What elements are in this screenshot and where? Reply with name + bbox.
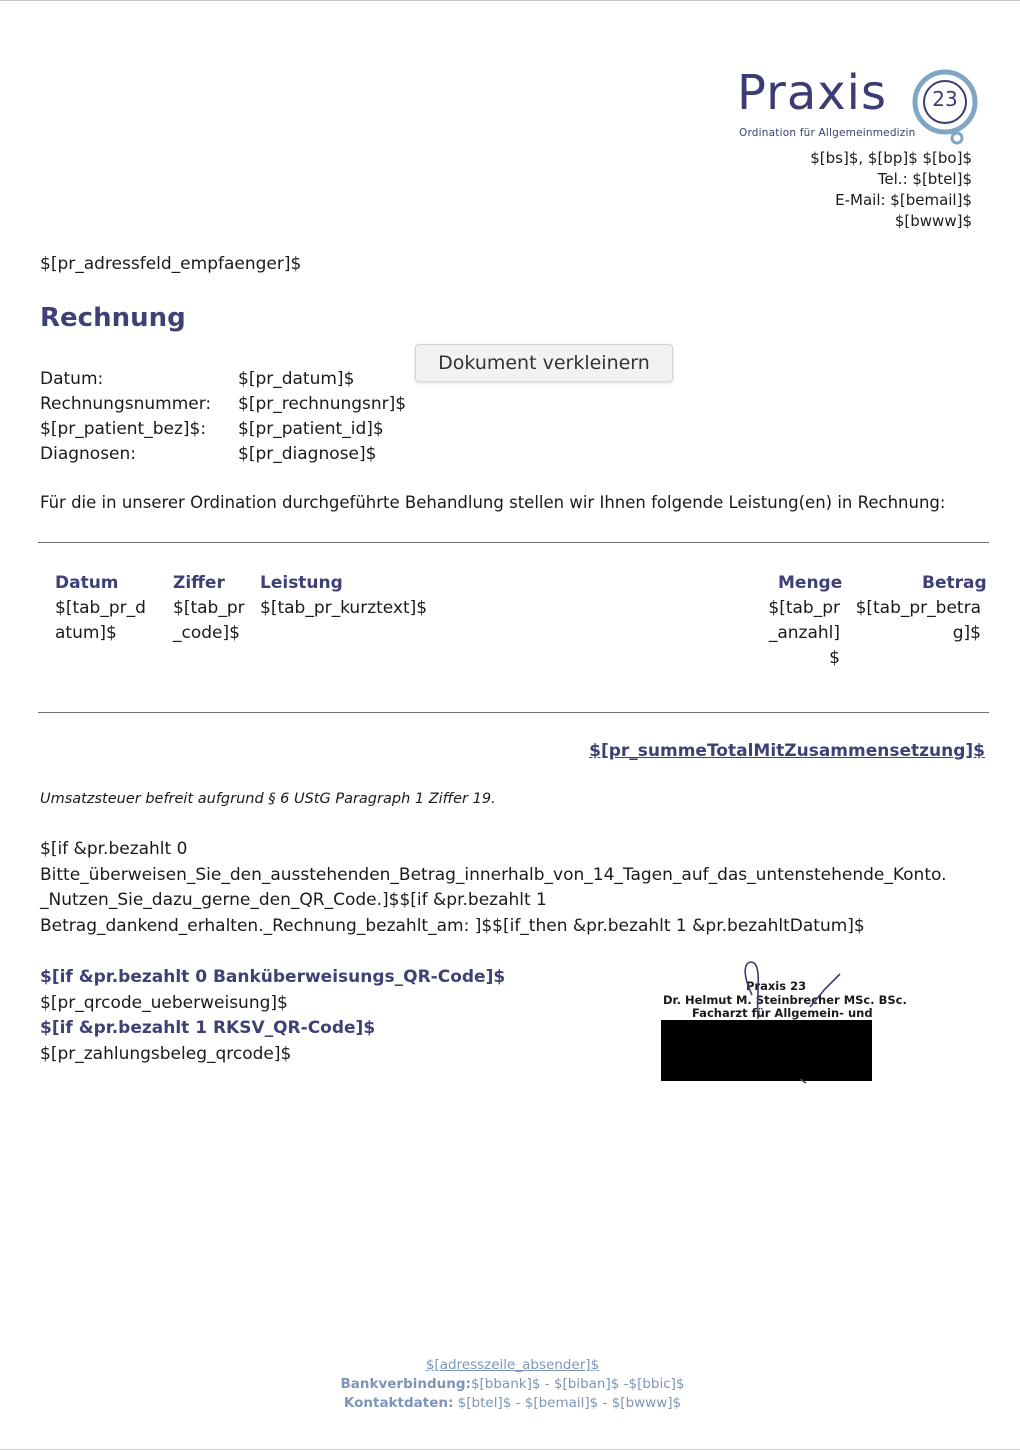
recipient-address: $[pr_adressfeld_empfaenger]$: [40, 254, 302, 274]
cell-leistung: $[tab_pr_kurztext]$: [260, 598, 428, 618]
cell-ziffer: $[tab_pr_code]$: [173, 598, 245, 643]
page-footer: [0, 1356, 1020, 1413]
footer-bank: [0, 1375, 1020, 1394]
table-bottom-divider: [38, 712, 989, 713]
meta-label: $[pr_patient_bez]$:: [40, 419, 207, 439]
column-header-ziffer: Ziffer: [173, 573, 225, 593]
sender-web: $[bwww]$: [894, 212, 972, 230]
stamp-practice-name: Praxis 23: [746, 979, 807, 993]
sender-email: E-Mail: $[bemail]$: [835, 191, 972, 209]
intro-text: Für die in unserer Ordination durchgeführte Behandlung stellen wir Ihnen folgende Leistung(en) in Rechnung:: [40, 493, 946, 512]
sender-address-block: [810, 148, 972, 232]
sender-address: $[bs]$, $[bp]$ $[bo]$: [810, 149, 972, 167]
meta-value: $[pr_datum]$: [238, 369, 355, 389]
cell-menge: $[tab_pr_anzahl]$: [768, 598, 840, 668]
meta-row-date: [40, 367, 406, 392]
transfer-qr-placeholder: $[pr_qrcode_ueberweisung]$: [40, 992, 288, 1013]
meta-label: Datum:: [40, 369, 104, 389]
transfer-qr-heading: $[if &pr.bezahlt 0 Banküberweisungs_QR-Code]$: [40, 967, 506, 987]
meta-row-diagnosis: [40, 442, 406, 467]
meta-label: Diagnosen:: [40, 444, 137, 464]
footer-bank-value: $[bbank]$ - $[biban]$ -$[bbic]$: [470, 1376, 685, 1392]
praxis-logo: [735, 67, 985, 147]
document-title: Rechnung: [40, 303, 186, 333]
rksv-qr-heading: $[if &pr.bezahlt 1 RKSV_QR-Code]$: [40, 1018, 376, 1038]
receipt-qr-placeholder: $[pr_zahlungsbeleg_qrcode]$: [40, 1043, 292, 1064]
total-amount: $[pr_summeTotalMitZusammensetzung]$: [589, 741, 985, 761]
table-top-divider: [38, 542, 989, 543]
condition-line: Bitte_überweisen_Sie_den_ausstehenden_Betrag_innerhalb_von_14_Tagen_auf_das_untenstehende_Konto.: [40, 864, 947, 885]
meta-value: $[pr_diagnose]$: [238, 444, 377, 464]
stamp-specialty: Facharzt für Allgemein- und: [692, 1006, 873, 1020]
condition-line: _Nutzen_Sie_dazu_gerne_den_QR_Code.]$$[if &pr.bezahlt 1: [40, 890, 547, 910]
logo-subtitle: Ordination für Allgemeinmedizin: [739, 127, 916, 139]
invoice-meta: [40, 367, 406, 467]
shrink-document-button[interactable]: Dokument verkleinern: [415, 344, 673, 382]
column-header-leistung: Leistung: [260, 573, 343, 593]
meta-value: $[pr_rechnungsnr]$: [238, 394, 407, 414]
footer-bank-label: Bankverbindung:: [340, 1376, 471, 1392]
footer-contact: [0, 1394, 1020, 1413]
meta-row-patient: [40, 417, 406, 442]
sender-phone: Tel.: $[btel]$: [877, 170, 972, 188]
footer-contact-value: $[btel]$ - $[bemail]$ - $[bwww]$: [453, 1395, 682, 1411]
meta-label: Rechnungsnummer:: [40, 394, 212, 414]
column-header-menge: Menge: [778, 573, 843, 593]
condition-line: Betrag_dankend_erhalten._Rechnung_bezahlt_am: ]$$[if_then &pr.bezahlt 1 &pr.bezahltDatum]$: [40, 915, 865, 936]
footer-contact-label: Kontaktdaten:: [343, 1395, 454, 1411]
column-header-datum: Datum: [55, 573, 119, 593]
condition-line: $[if &pr.bezahlt 0: [40, 839, 188, 859]
qr-code-section: [40, 965, 505, 1067]
payment-conditions: [40, 837, 947, 939]
stamp-doctor-name: Dr. Helmut M. Steinbrecher MSc. BSc.: [663, 993, 907, 1007]
column-header-betrag: Betrag: [922, 573, 987, 593]
vat-exemption-note: Umsatzsteuer befreit aufgrund § 6 UStG Paragraph 1 Ziffer 19.: [40, 791, 496, 807]
footer-address: $[adresszeile_absender]$: [425, 1357, 600, 1373]
logo-wordmark: Praxis: [737, 65, 887, 121]
logo-number: 23: [932, 87, 958, 111]
meta-row-invoice-number: [40, 392, 406, 417]
cell-datum: $[tab_pr_datum]$: [55, 598, 146, 643]
signature-icon: [660, 959, 880, 1084]
practice-stamp: [660, 959, 907, 1084]
meta-value: $[pr_patient_id]$: [238, 419, 384, 439]
cell-betrag: $[tab_pr_betrag]$: [855, 598, 981, 643]
